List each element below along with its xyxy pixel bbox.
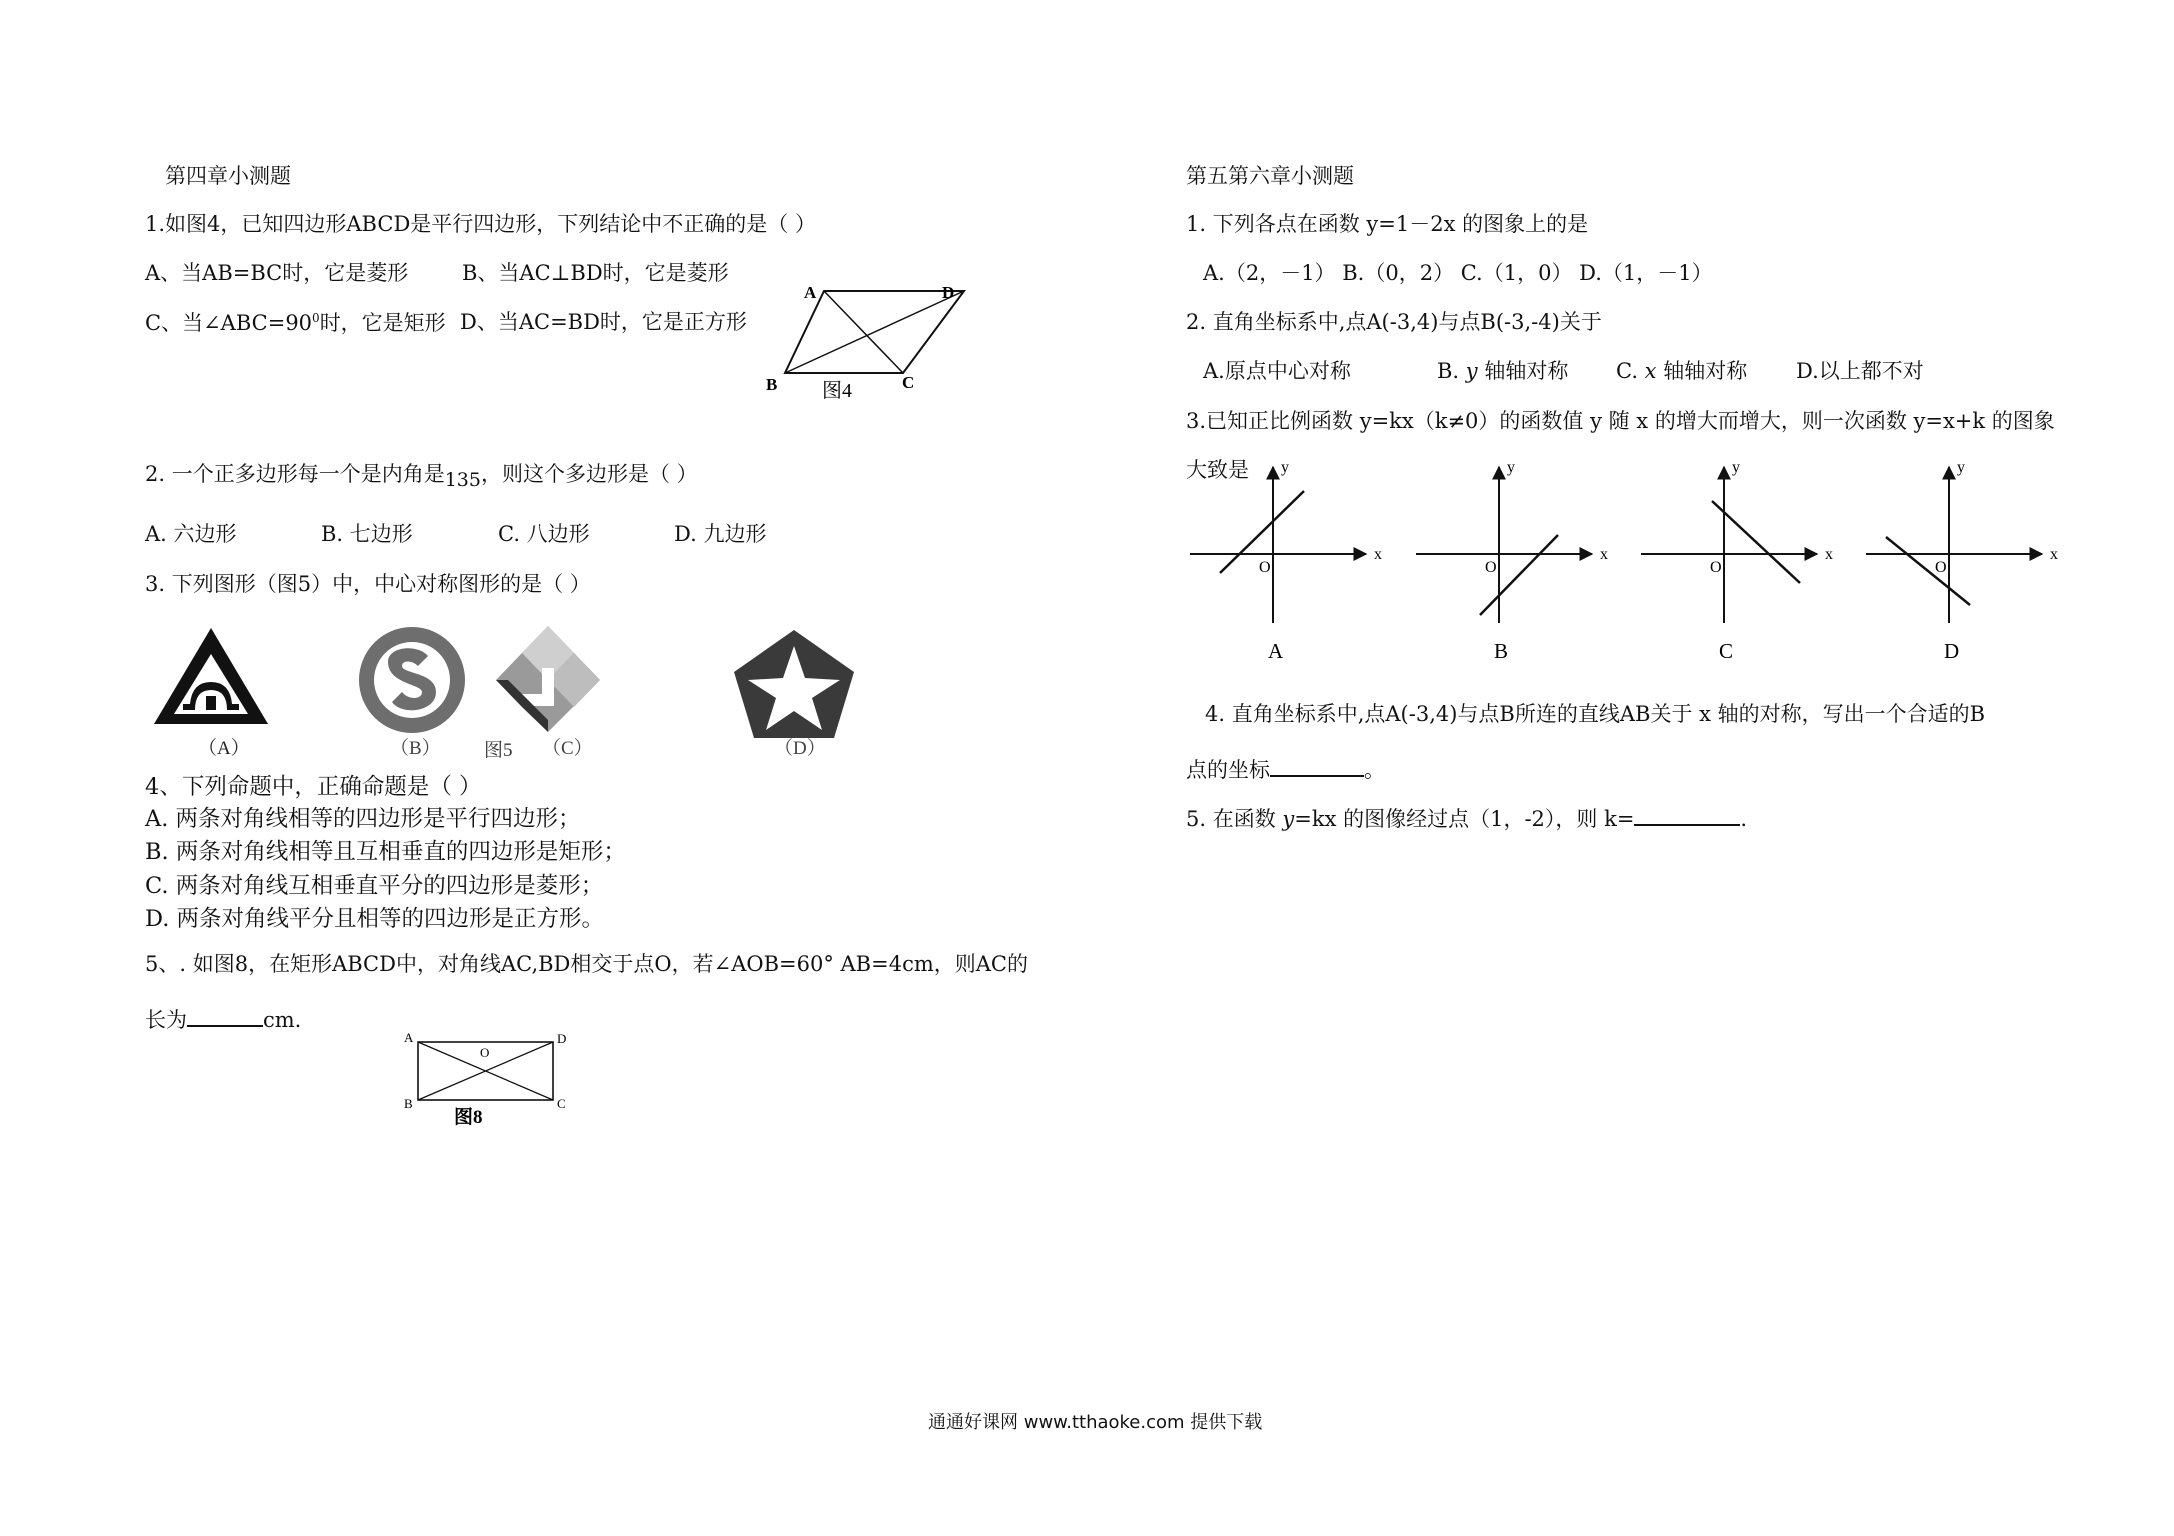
svg-text:y: y [1732, 459, 1740, 476]
graph-d-label: D [1944, 639, 1960, 663]
shape-d-pentagon-star [734, 630, 854, 738]
fig8-label-b: B [404, 1096, 413, 1111]
left-q5-answer-blank [187, 1003, 263, 1027]
shape-c-label: （C） [542, 738, 593, 759]
right-section-title: 第五第六章小测题 [1186, 164, 1354, 188]
right-q4-answer-blank [1270, 753, 1364, 777]
q3-graphs [1186, 455, 2066, 675]
left-q3-stem: 3. 下列图形（图5）中，中心对称图形的是（ ） [145, 572, 591, 596]
fig4-label-c: C [902, 373, 915, 392]
svg-text:x: x [1600, 546, 1608, 563]
shape-c-diamond [496, 626, 600, 732]
right-q4-line2: 点的坐标 。 [1186, 753, 1385, 781]
left-q2-option-a: A. 六边形 [145, 522, 237, 546]
fig4-label-d: D [942, 283, 955, 302]
fig8-caption: 图8 [454, 1107, 483, 1128]
svg-text:x: x [1374, 546, 1382, 563]
figure-8-rectangle [400, 1028, 580, 1138]
left-q1-option-c: C、当$\angle ABC=90^0$时，它是矩形 [145, 311, 446, 335]
svg-text:x: x [2050, 546, 2058, 563]
left-q5-line2: 长为 cm. [145, 1003, 301, 1031]
graph-a [1190, 459, 1382, 663]
left-q1-option-b: B、当AC⊥BD时，它是菱形 [462, 261, 729, 285]
right-q1-stem: 1. 下列各点在函数 y=1－2x 的图象上的是 [1186, 212, 1589, 236]
shape-d-label: （D） [774, 738, 826, 759]
left-q2-option-b: B. 七边形 [321, 522, 413, 546]
left-q1-stem: 1.如图4，已知四边形ABCD是平行四边形，下列结论中不正确的是（ ） [145, 212, 816, 236]
figure-5-shapes [150, 620, 870, 760]
left-section-title: 第四章小测题 [165, 164, 291, 188]
left-q2-stem: 2. 一个正多边形每一个是内角是135，则这个多边形是（ ） [145, 462, 698, 491]
graph-b [1416, 459, 1608, 663]
left-q4-option-d: D. 两条对角线平分且相等的四边形是正方形。 [145, 906, 605, 932]
right-q2-option-a: A.原点中心对称 [1203, 359, 1351, 383]
right-q5-stem: 5. 在函数 y=kx 的图像经过点（1，-2），则 k= . [1186, 802, 1747, 830]
fig8-label-d: D [557, 1031, 567, 1046]
svg-text:O: O [1485, 559, 1497, 576]
left-q5-stem: 5、. 如图8，在矩形ABCD中，对角线AC,BD相交于点O，若∠AOB=60° AB=4cm，则AC的 [145, 952, 1028, 976]
figure-4-parallelogram [760, 280, 980, 405]
shape-b-s-ring [359, 627, 465, 733]
right-q4-stem: 4. 直角坐标系中,点A(-3,4)与点B所连的直线AB关于 x 轴的对称，写出一个合适的B [1205, 702, 1986, 726]
fig8-label-a: A [404, 1030, 414, 1045]
svg-text:x: x [1825, 546, 1833, 563]
graph-a-label: A [1268, 639, 1284, 663]
right-q5-answer-blank [1634, 802, 1740, 826]
figure-5-caption: 图5 [484, 740, 513, 761]
shape-a-label: （A） [198, 738, 250, 759]
svg-text:y: y [1507, 459, 1515, 476]
right-q2-option-c: C. x 轴轴对称 [1616, 359, 1748, 383]
right-q2-stem: 2. 直角坐标系中,点A(-3,4)与点B(-3,-4)关于 [1186, 310, 1602, 334]
fig4-label-a: A [804, 283, 817, 302]
left-q2-option-c: C. 八边形 [498, 522, 590, 546]
svg-text:O: O [1935, 559, 1947, 576]
svg-text:O: O [1710, 559, 1722, 576]
left-q4-option-c: C. 两条对角线互相垂直平分的四边形是菱形； [145, 873, 604, 899]
graph-b-label: B [1494, 639, 1509, 663]
right-q2-option-d: D.以上都不对 [1796, 359, 1924, 383]
left-q2-option-d: D. 九边形 [674, 522, 767, 546]
left-q4-stem: 4、下列命题中，正确命题是（ ） [145, 774, 482, 800]
shape-a-warning-triangle [154, 628, 268, 724]
fig4-label-b: B [766, 375, 778, 394]
fig8-label-o: O [480, 1045, 490, 1060]
fig4-caption: 图4 [822, 380, 852, 402]
left-q1-option-d: D、当AC=BD时，它是正方形 [460, 310, 747, 334]
left-q4-option-b: B. 两条对角线相等且互相垂直的四边形是矩形； [145, 839, 626, 865]
right-q1-options: A.（2，－1） B.（0，2） C.（1，0） D.（1，－1） [1203, 261, 1713, 285]
right-q2-option-b: B. y 轴轴对称 [1437, 359, 1569, 383]
graph-c-label: C [1719, 639, 1734, 663]
graph-d [1866, 459, 2058, 663]
page-footer: 通通好课网 www.tthaoke.com 提供下载 [928, 1412, 1263, 1433]
right-q3-stem-line2: 大致是 [1186, 458, 1249, 482]
left-q1-option-a: A、当AB=BC时，它是菱形 [145, 261, 409, 285]
left-q4-option-a: A. 两条对角线相等的四边形是平行四边形； [145, 806, 581, 832]
svg-text:y: y [1957, 459, 1965, 476]
fig8-label-c: C [557, 1096, 566, 1111]
svg-text:O: O [1259, 559, 1271, 576]
shape-b-label: （B） [390, 738, 441, 759]
graph-c [1641, 459, 1833, 663]
right-q3-stem: 3.已知正比例函数 y=kx（k≠0）的函数值 y 随 x 的增大而增大，则一次函数 y=x+k 的图象 [1186, 409, 2055, 433]
svg-text:y: y [1281, 459, 1289, 476]
